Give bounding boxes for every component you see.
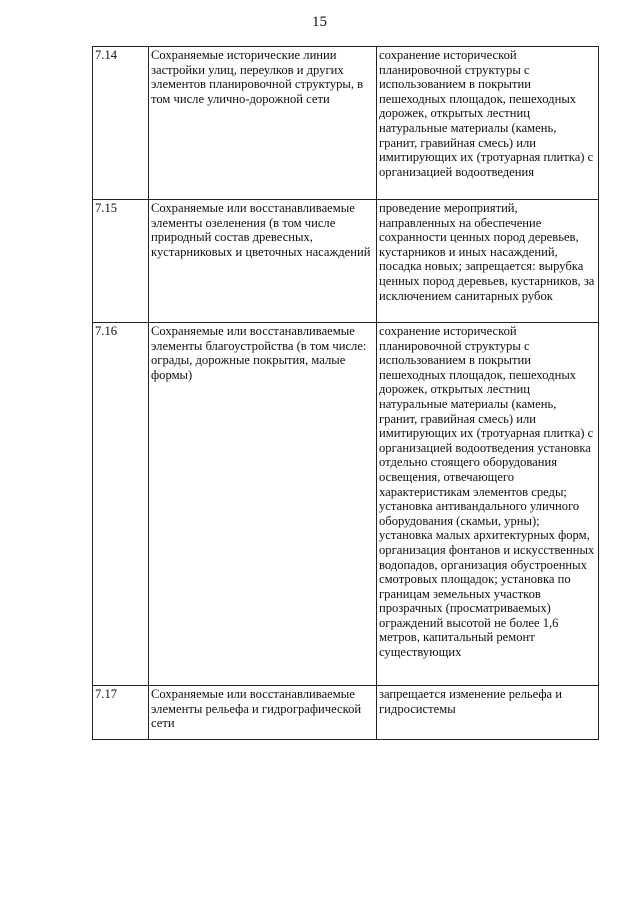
item-number: 7.14 xyxy=(95,48,118,62)
table-row xyxy=(93,686,599,740)
item-number: 7.15 xyxy=(95,201,118,215)
requirements-cell xyxy=(377,686,599,740)
object-description: Сохраняемые или восстанавливаемые элементы благоустройства (в том числе: ограды, дорожные покрытия, малые формы) xyxy=(151,324,367,382)
requirements-cell xyxy=(377,47,599,200)
object-description: Сохраняемые исторические линии застройки улиц, переулков и других элементов планировочной структуры, в том числе улично-дорожной сети xyxy=(151,48,364,106)
object-description: Сохраняемые или восстанавливаемые элементы озеленения (в том числе природный состав древесных, кустарниковых и цветочных насаждений xyxy=(151,201,371,259)
table-row xyxy=(93,47,599,200)
regulations-table xyxy=(92,46,599,740)
requirements-text: проведение мероприятий, направленных на обеспечение сохранности ценных пород деревьев, кустарников и иных насаждений, посадка новых; запрещается: вырубка ценных пород деревьев, кустарников, за исключением санитарных рубок xyxy=(379,201,595,303)
item-number: 7.16 xyxy=(95,324,118,338)
page-number: 15 xyxy=(312,14,327,30)
item-number-cell xyxy=(93,47,149,200)
requirements-cell xyxy=(377,323,599,686)
table-row xyxy=(93,323,599,686)
requirements-text: сохранение исторической планировочной структуры с использованием в покрытии пешеходных площадок, пешеходных дорожек, открытых лестниц натуральные материалы (камень, гранит, гравийная смесь) или имитирующих их (тротуарная плитка) с организацией водоотведения установка отдельно стоящего оборудования освещения, отвечающего характеристикам элементов среды; установка антивандального уличного оборудования (скамьи, урны); установка малых архитектурных форм, организация фонтанов и искусственных водопадов, организация обустроенных смотровых площадок; установка по границам земельных участков прозрачных (просматриваемых) ограждений высотой не более 1,6 метров, капитальный ремонт существующих xyxy=(379,324,595,660)
item-number-cell xyxy=(93,686,149,740)
object-cell xyxy=(149,47,377,200)
item-number-cell xyxy=(93,200,149,323)
requirements-cell xyxy=(377,200,599,323)
requirements-text: сохранение исторической планировочной структуры с использованием в покрытии пешеходных площадок, пешеходных дорожек, открытых лестниц натуральные материалы (камень, гранит, гравийная смесь) или имитирующих их (тротуарная плитка) с организацией водоотведения xyxy=(379,48,594,179)
object-cell xyxy=(149,200,377,323)
object-cell xyxy=(149,686,377,740)
table-row xyxy=(93,200,599,323)
item-number-cell xyxy=(93,323,149,686)
object-description: Сохраняемые или восстанавливаемые элементы рельефа и гидрографической сети xyxy=(151,687,362,731)
object-cell xyxy=(149,323,377,686)
item-number: 7.17 xyxy=(95,687,118,701)
requirements-text: запрещается изменение рельефа и гидросистемы xyxy=(379,687,563,716)
